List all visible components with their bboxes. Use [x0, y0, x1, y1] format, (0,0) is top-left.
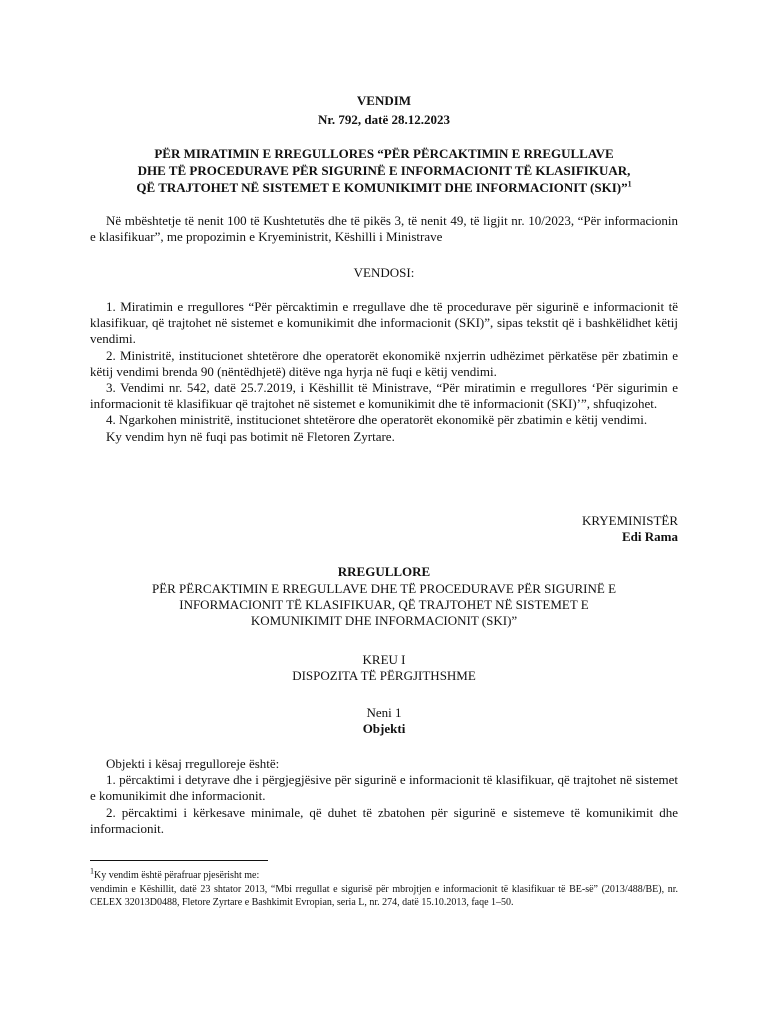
footnote-line: $^1$Ky vendim është përafruar pjesërisht me:	[90, 866, 260, 881]
decision-heading-line: DHE TË PROCEDURAVE PËR SIGURINË E INFORMACIONIT TË KLASIFIKUAR,	[137, 163, 631, 178]
decides-label: VENDOSI:	[353, 265, 415, 280]
footnote	[90, 866, 678, 910]
article-intro: Objekti i kësaj rregulloreje është:	[106, 756, 280, 771]
decision-title: VENDIM	[356, 93, 412, 108]
signatory-title: KRYEMINISTËR	[581, 513, 678, 528]
decision-heading	[70, 145, 698, 196]
decision-number: Nr. 792, datë 28.12.2023	[317, 112, 451, 127]
decision-point: 3. Vendimi nr. 542, datë 25.7.2019, i Këshillit të Ministrave, “Për miratimin e rregullores ‘Për sigurimin e informacionit të klasifikuar që trajtohet në sistemet e komunikimit dhe të informacionit (SKI)’”, shfuqizohet.	[90, 380, 678, 412]
footnote-reference[interactable]: 1	[627, 179, 632, 189]
article-body	[90, 756, 678, 837]
regulation-subtitle-line: KOMUNIKIMIT DHE INFORMACIONIT (SKI)”	[250, 613, 518, 628]
decision-preamble: Në mbështetje të nenit 100 të Kushtetutës dhe të pikës 3, të nenit 49, të ligjit nr. 10/2023, “Për informacionin e klasifikuar”, me propozimin e Kryeministrit, Këshilli i Ministrave	[90, 213, 678, 245]
chapter-number: KREU I	[362, 652, 406, 667]
footnote-mark: 1	[90, 866, 94, 876]
regulation-subtitle-line: INFORMACIONIT TË KLASIFIKUAR, QË TRAJTOHET NË SISTEMET E	[179, 597, 589, 612]
article-number: Neni 1	[366, 705, 402, 720]
footnote-text: vendimin e Këshillit, datë 23 shtator 2013, “Mbi rregullat e sigurisë për mbrojtjen e informacionit të klasifikuar të BE-së” (2013/488/BE), nr. CELEX 32013D0488, Fletore Zyrtare e Bashkimit Evropian, seria L, nr. 274, datë 15.10.2013, faqe 1–50.	[90, 883, 678, 908]
chapter-title: DISPOZITA TË PËRGJITHSHME	[292, 668, 476, 683]
decision-point: 1. Miratimin e rregullores “Për përcaktimin e rregullave dhe të procedurave për sigurinë e informacionit të klasifikuar, që trajtohet në sistemet e komunikimit dhe informacionit (SKI)”, sipas tekstit që i bashkëlidhet këtij vendimi.	[90, 299, 678, 347]
signatory-name: Edi Rama	[622, 529, 678, 544]
decision-point: 4. Ngarkohen ministritë, institucionet shtetërore dhe operatorët ekonomikë për zbatimin e këtij vendimi.	[106, 412, 648, 428]
decision-points	[90, 299, 678, 445]
regulation-title: RREGULLORE	[337, 564, 431, 579]
decision-heading-line: PËR MIRATIMIN E RREGULLORES “PËR PËRCAKTIMIN E RREGULLAVE	[154, 146, 614, 161]
decision-point: Ky vendim hyn në fuqi pas botimit në Fletoren Zyrtare.	[106, 428, 395, 444]
footnote-divider	[90, 860, 268, 861]
article-title: Objekti	[362, 721, 406, 736]
decision-heading-line: QË TRAJTOHET NË SISTEMET E KOMUNIKIMIT DHE INFORMACIONIT (SKI)”$^1$	[136, 179, 632, 195]
decision-point: 2. Ministritë, institucionet shtetërore dhe operatorët ekonomikë nxjerrin udhëzimet përkatëse për zbatimin e këtij vendimi brenda 90 (nëntëdhjetë) ditëve nga hyrja në fuqi e këtij vendimi.	[90, 347, 678, 379]
article-point: 2. përcaktimi i kërkesave minimale, që duhet të zbatohen për sigurinë e sistemeve të komunikimit dhe informacionit.	[90, 804, 678, 836]
article-point: 1. përcaktimi i detyrave dhe i përgjegjësive për sigurinë e informacionit të klasifikuar, që trajtohet në sistemet e komunikimit dhe informacionit.	[90, 772, 678, 804]
regulation-subtitle-line: PËR PËRCAKTIMIN E RREGULLAVE DHE TË PROCEDURAVE PËR SIGURINË E	[151, 581, 617, 596]
regulation-subtitle	[70, 581, 698, 629]
